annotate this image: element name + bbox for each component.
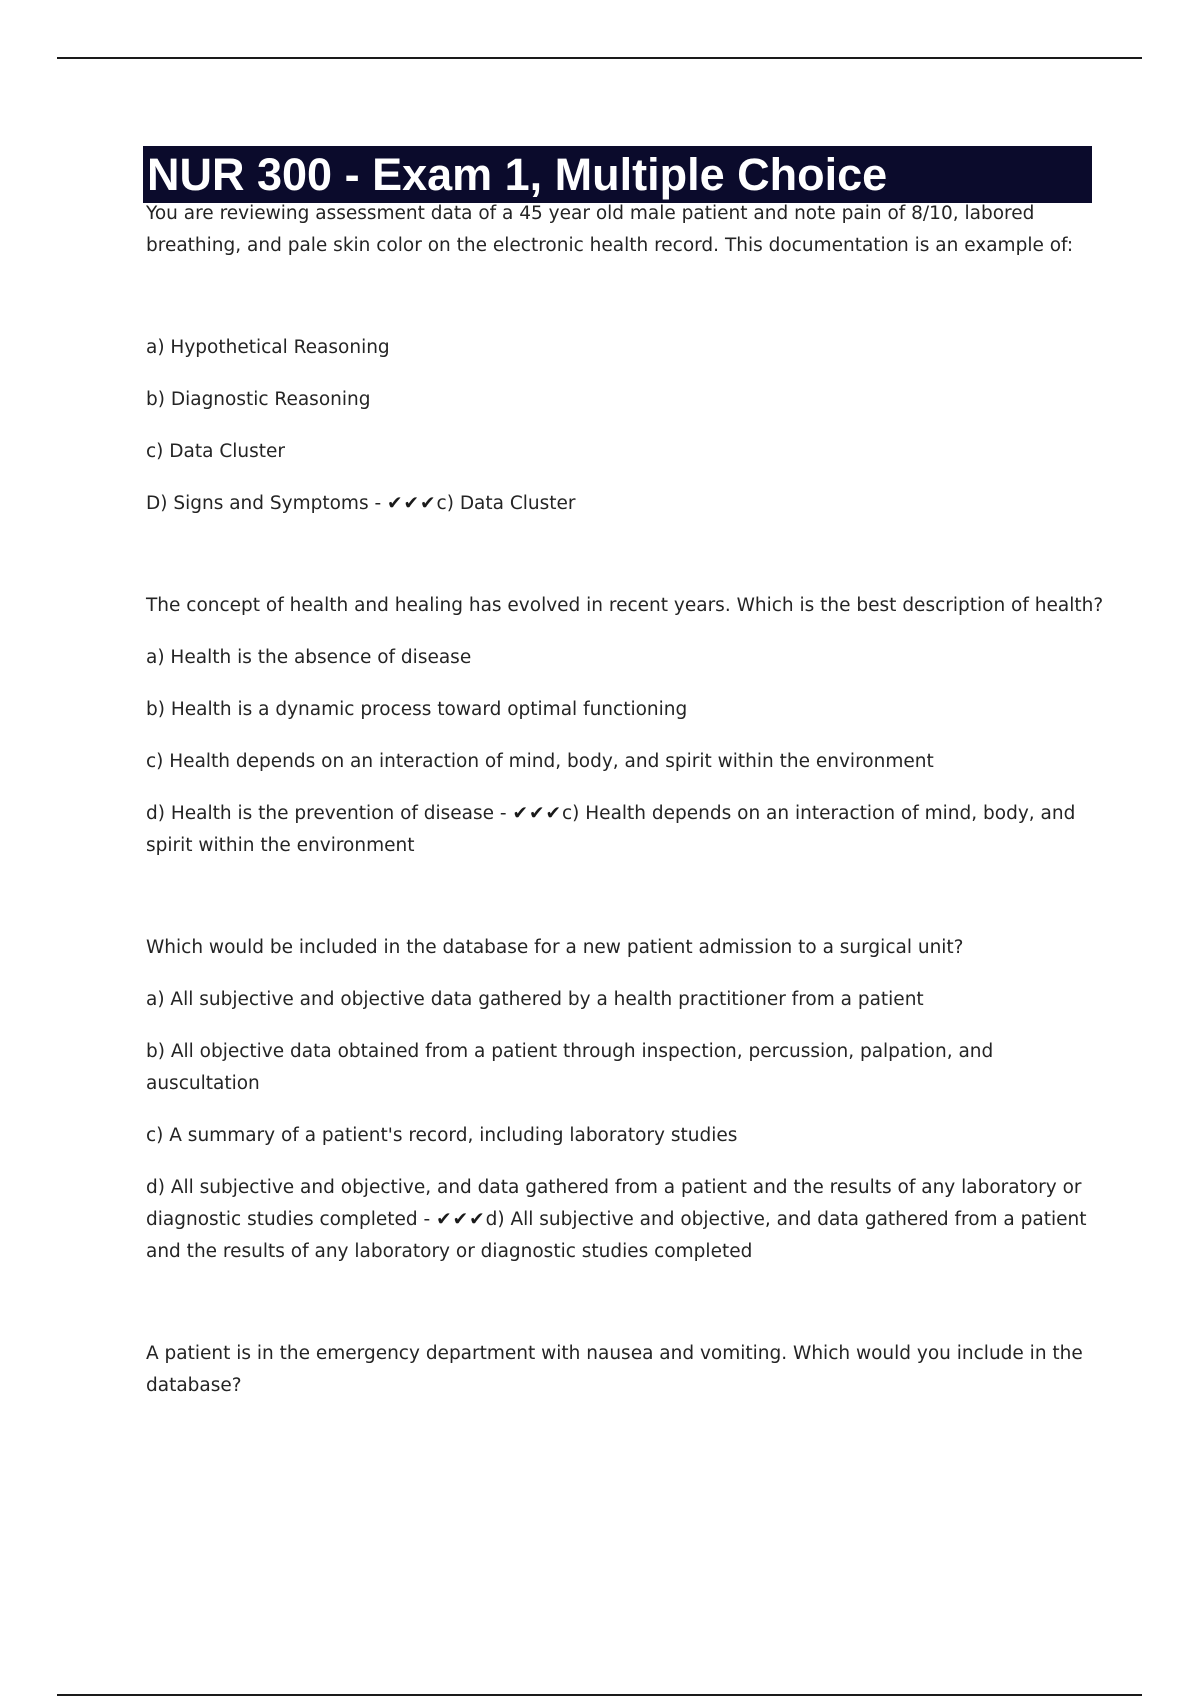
question-block-2 — [146, 590, 1106, 862]
answer-option-with-key — [146, 1172, 1106, 1268]
answer-option-text: d) All subjective and objective, and data gathered from a patient and the results of any laboratory or diagnostic studies completed - — [146, 1177, 1082, 1230]
correct-answer: c) Data Cluster — [436, 493, 576, 514]
question-prompt: Which would be included in the database for a new patient admission to a surgical unit? — [146, 937, 964, 958]
question-block-3 — [146, 932, 1106, 1268]
title-banner — [143, 146, 1092, 203]
check-icon: ✔✔✔ — [512, 803, 562, 824]
correct-answer: c) Health depends on an interaction of mind, body, and spirit within the environment — [146, 803, 1076, 856]
answer-option: b) All objective data obtained from a patient through inspection, percussion, palpation, and auscultation — [146, 1041, 994, 1094]
check-icon: ✔✔✔ — [387, 493, 437, 514]
answer-option: b) Diagnostic Reasoning — [146, 389, 371, 410]
answer-option: c) Health depends on an interaction of mind, body, and spirit within the environment — [146, 751, 934, 772]
check-icon: ✔✔✔ — [436, 1209, 486, 1230]
answer-option-text: D) Signs and Symptoms - — [146, 493, 388, 514]
question-prompt: The concept of health and healing has evolved in recent years. Which is the best description of health? — [146, 595, 1104, 616]
correct-answer: d) All subjective and objective, and data gathered from a patient and the results of any laboratory or diagnostic studies completed — [146, 1209, 1087, 1262]
answer-option: a) Health is the absence of disease — [146, 647, 472, 668]
top-rule — [57, 57, 1142, 59]
bottom-rule — [57, 1694, 1142, 1696]
answer-option-with-key — [146, 798, 1106, 862]
page-title: NUR 300 - Exam 1, Multiple Choice — [147, 149, 888, 200]
question-prompt: A patient is in the emergency department with nausea and vomiting. Which would you include in the database? — [146, 1343, 1083, 1396]
answer-option: b) Health is a dynamic process toward optimal functioning — [146, 699, 688, 720]
answer-option: c) Data Cluster — [146, 441, 285, 462]
answer-option-with-key — [146, 488, 1106, 520]
question-block-1 — [146, 198, 1106, 520]
answer-option: a) All subjective and objective data gathered by a health practitioner from a patient — [146, 989, 924, 1010]
answer-option: a) Hypothetical Reasoning — [146, 337, 390, 358]
answer-option: c) A summary of a patient's record, including laboratory studies — [146, 1125, 738, 1146]
question-prompt: You are reviewing assessment data of a 45 year old male patient and note pain of 8/10, labored breathing, and pale skin color on the electronic health record. This documentation is an example of: — [146, 203, 1074, 256]
question-block-4 — [146, 1338, 1106, 1402]
answer-option-text: d) Health is the prevention of disease - — [146, 803, 513, 824]
exam-content — [146, 198, 1106, 1472]
